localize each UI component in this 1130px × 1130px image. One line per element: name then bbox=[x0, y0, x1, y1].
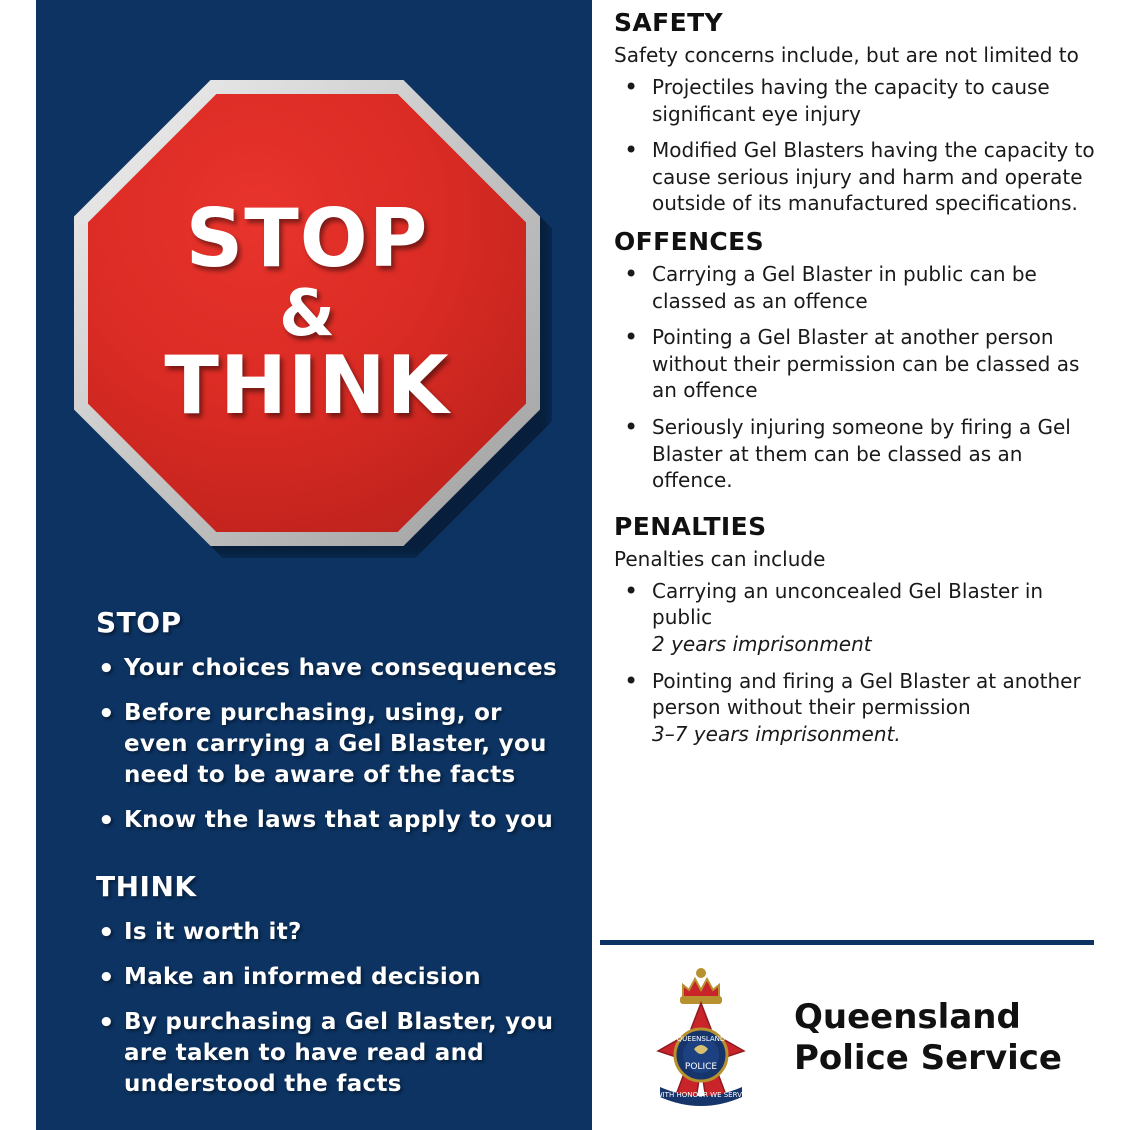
stop-sign-line-1: STOP bbox=[185, 192, 429, 286]
penalty-offence-text: Pointing and firing a Gel Blaster at another person without their permission bbox=[652, 668, 1081, 720]
organisation-name-line-2: Police Service bbox=[794, 1037, 1062, 1078]
organisation-name-line-1: Queensland bbox=[794, 997, 1021, 1038]
list-item: • Your choices have consequences bbox=[96, 653, 562, 684]
list-item: • Make an informed decision bbox=[96, 962, 562, 993]
safety-heading: SAFETY bbox=[614, 8, 724, 37]
list-item bbox=[614, 578, 1100, 658]
stop-sign-line-2: & bbox=[279, 276, 335, 351]
list-item: • Projectiles having the capacity to cause significant eye injury bbox=[614, 74, 1100, 127]
qps-crest-icon bbox=[636, 963, 766, 1113]
stop-sign-text bbox=[88, 94, 526, 532]
svg-text:WITH HONOUR WE SERVE: WITH HONOUR WE SERVE bbox=[655, 1090, 747, 1099]
list-item: • Before purchasing, using, or even carrying a Gel Blaster, you need to be aware of the facts bbox=[96, 698, 562, 791]
list-item: • By purchasing a Gel Blaster, you are taken to have read and understood the facts bbox=[96, 1007, 562, 1100]
list-item: • Modified Gel Blasters having the capacity to cause serious injury and harm and operate outside of its manufactured specifications. bbox=[614, 137, 1100, 217]
penalties-list bbox=[614, 578, 1100, 748]
stop-section-heading: STOP bbox=[96, 606, 182, 639]
list-item: • Seriously injuring someone by firing a Gel Blaster at them can be classed as an offence. bbox=[614, 414, 1100, 494]
list-item: • Pointing a Gel Blaster at another person without their permission can be classed as an offence bbox=[614, 324, 1100, 404]
penalties-heading: PENALTIES bbox=[614, 511, 767, 541]
stop-section-list bbox=[96, 653, 562, 836]
offences-list bbox=[614, 261, 1100, 494]
list-item: • Is it worth it? bbox=[96, 917, 562, 948]
safety-list bbox=[614, 74, 1100, 217]
list-item bbox=[614, 668, 1100, 748]
list-item: • Carrying a Gel Blaster in public can be classed as an offence bbox=[614, 261, 1100, 314]
penalty-term: 2 years imprisonment bbox=[652, 631, 872, 656]
penalties-intro: Penalties can include bbox=[614, 546, 826, 571]
penalty-offence-text: Carrying an unconcealed Gel Blaster in public bbox=[652, 578, 1044, 630]
safety-intro: Safety concerns include, but are not limited to bbox=[614, 43, 1079, 67]
svg-text:POLICE: POLICE bbox=[684, 1061, 718, 1072]
list-item: • Know the laws that apply to you bbox=[96, 805, 562, 836]
footer-divider bbox=[600, 940, 1094, 945]
footer bbox=[600, 955, 1100, 1120]
think-section-list bbox=[96, 917, 562, 1100]
penalty-term: 3–7 years imprisonment. bbox=[652, 721, 901, 746]
stop-sign-graphic bbox=[64, 70, 564, 570]
organisation-name bbox=[794, 997, 1062, 1077]
offences-heading: OFFENCES bbox=[614, 226, 765, 256]
left-blue-panel bbox=[36, 0, 592, 1130]
think-section-heading: THINK bbox=[96, 870, 197, 904]
stop-sign-line-3: THINK bbox=[164, 339, 450, 433]
svg-text:QUEENSLAND: QUEENSLAND bbox=[676, 1034, 726, 1043]
left-panel-content bbox=[36, 570, 592, 1114]
